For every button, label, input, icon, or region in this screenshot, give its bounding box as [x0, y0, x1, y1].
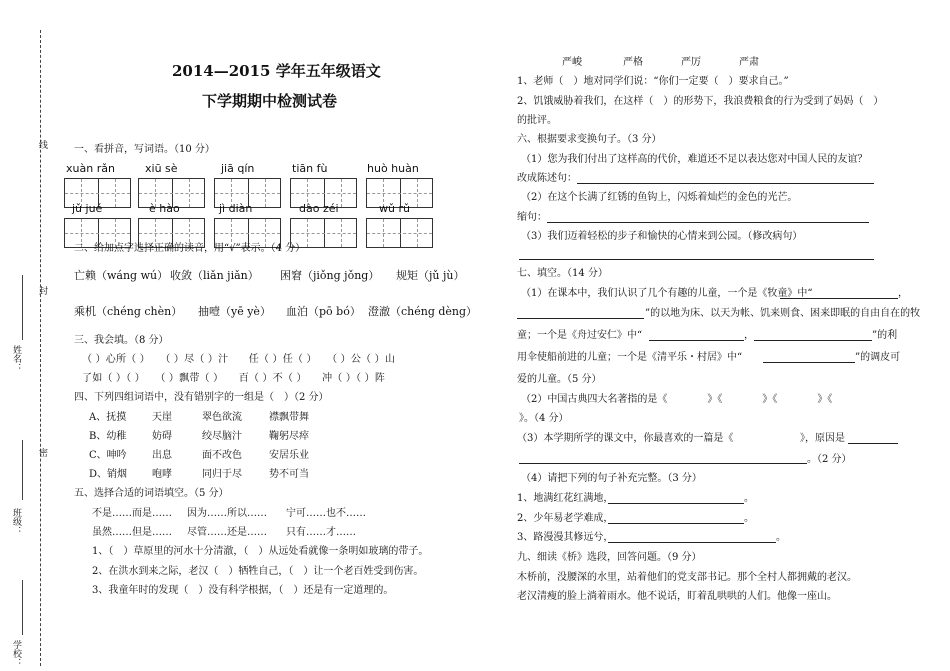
q9-paragraph-1: 木桥前，没腰深的水里，站着他们的党支部书记。那个全村人都拥戴的老汉。 [517, 572, 857, 583]
q4-option-d-4: 势不可当 [269, 469, 309, 480]
q4-option-d-2: 咆哮 [152, 469, 172, 480]
q4-option-a-3: 翠色欲流 [202, 412, 242, 423]
binding-secret-label: 密 [37, 448, 47, 457]
q7-item-1d-start: 用伞使船前进的儿童；一个是《清平乐・村居》中“ [517, 352, 743, 363]
q7-item-3b-end: 。（2 分） [807, 454, 852, 465]
q7-item-1a-comma: ， [898, 288, 908, 299]
q7-item-4-3: 3、路漫漫其修远兮， [517, 532, 614, 543]
q7-blank-2[interactable] [517, 318, 644, 319]
binding-line-label: 线 [37, 140, 47, 149]
q6-answer-line-3[interactable] [519, 259, 874, 260]
q7-item-4-1: 1、地满红花红满地， [517, 493, 614, 504]
q4-heading: 四、下列四组词语中，没有错别字的一组是（ ）（2 分） [74, 392, 329, 403]
q7-item-3a-end: 》，原因是 [800, 433, 845, 444]
q4-option-d-3: 同归于尽 [202, 469, 242, 480]
q7-item-4-2-period: 。 [744, 513, 754, 524]
q6-item-2-label: 缩句： [517, 212, 547, 223]
q2-item-1: 亡赖（wáng wú） [74, 269, 169, 282]
q4-option-c-1[interactable]: C、呻吟 [89, 450, 127, 461]
word-choice-3: 严厉 [681, 57, 701, 68]
q6-answer-line-2[interactable] [547, 222, 869, 223]
q1-pinyin-6: jǔ jué [72, 202, 103, 215]
q7-item-1e: 爱的儿童。（5 分） [517, 374, 602, 385]
q7-blank-10[interactable] [608, 542, 776, 543]
q6-item-1-label: 改成陈述句： [517, 173, 577, 184]
word-choice-4: 严肃 [739, 57, 759, 68]
q7-item-1c-start: 童；一个是《舟过安仁》中“ [517, 330, 643, 341]
q7-item-1c-comma: ， [744, 330, 754, 341]
exam-title-line2: 下学期期中检测试卷 [202, 92, 338, 110]
q5-word-3: 宁可……也不…… [286, 508, 366, 519]
q4-option-d-1[interactable]: D、销烟 [89, 469, 128, 480]
q7-item-1b: ”的以地为床、以天为帐、饥来则食、困来即眠的自由自在的牧 [645, 308, 921, 319]
q9-heading: 九、细读《桥》选段，回答问题。（9 分） [517, 552, 702, 563]
q6-item-3: （3）我们迈着轻松的步子和愉快的心情来到公园。（修改病句） [521, 231, 803, 242]
q3-heading: 三、我会填。（8 分） [74, 335, 169, 346]
word-choice-sentence-2-cont: 的批评。 [517, 115, 557, 126]
q7-blank-4[interactable] [754, 340, 872, 341]
exam-title-line1: 2014—2015 学年五年级语文 [172, 62, 381, 80]
q4-option-c-4: 安居乐业 [269, 450, 309, 461]
word-choice-sentence-2: 2、饥饿威胁着我们，在这样（ ）的形势下，我浪费粮食的行为受到了妈妈（ ） [517, 96, 884, 107]
q2-item-5: 乘机（chéng chèn） [74, 305, 183, 318]
q7-item-1c-end: ”的利 [872, 330, 898, 341]
q6-answer-line-1[interactable] [577, 183, 874, 184]
q7-item-2: （2）中国古典四大名著指的是《 》《 》《 》《 [521, 394, 833, 405]
q7-blank-5[interactable] [763, 362, 855, 363]
q1-pinyin-5: huò huàn [367, 162, 419, 175]
q1-pinyin-10: wǔ rǔ [379, 202, 410, 215]
q2-item-7: 血泊（pō bó） [286, 305, 361, 318]
q6-item-2: （2）在这个长满了红锈的鱼钩上，闪烁着灿烂的金色的光芒。 [521, 192, 798, 203]
q9-paragraph-2: 老汉清瘦的脸上淌着雨水。他不说话，盯着乱哄哄的人们。他像一座山。 [517, 591, 837, 602]
q5-word-2: 因为……所以…… [187, 508, 267, 519]
q2-item-6: 抽噎（yē yè） [198, 305, 271, 318]
q7-item-4-1-period: 。 [744, 493, 754, 504]
word-choice-2: 严格 [623, 57, 643, 68]
binding-dashed-line [40, 30, 41, 666]
q1-pinyin-7: è hào [149, 202, 180, 215]
q1-pinyin-4: tiān fù [292, 162, 328, 175]
class-line [22, 440, 23, 500]
q5-word-6: 只有……才…… [286, 527, 356, 538]
q7-item-4: （4）请把下列的句子补充完整。（3 分） [521, 473, 702, 484]
q5-sentence-1: 1、（ ）草原里的河水十分清澈，（ ）从远处看就像一条明如玻璃的带子。 [92, 546, 429, 557]
q5-word-4: 虽然……但是…… [92, 527, 172, 538]
q4-option-a-1[interactable]: A、抚摸 [89, 412, 127, 423]
q4-option-b-2: 妨碍 [152, 431, 172, 442]
school-line [22, 580, 23, 635]
q3-row-1: （ ）心所（ ） （ ）尽（ ）汁 任（ ）任（ ） （ ）公（ ）山 [82, 354, 396, 365]
q7-blank-6[interactable] [848, 443, 898, 444]
q2-item-4: 规矩（jǔ jù） [396, 269, 465, 282]
q7-blank-7[interactable] [519, 463, 807, 464]
q4-option-b-3: 绞尽脑汁 [202, 431, 242, 442]
q1-pinyin-1: xuàn rǎn [66, 162, 115, 175]
q5-heading: 五、选择合适的词语填空。（5 分） [74, 488, 229, 499]
q2-heading: 二、给加点字选择正确的读音，用“√”表示。（4 分） [74, 243, 306, 254]
q2-item-3: 困窘（jiǒng jǒng） [280, 269, 380, 282]
q4-option-c-2: 出息 [152, 450, 172, 461]
q3-row-2: 了如（ ）（ ） （ ）飘带（ ） 百（ ）不（ ） 冲（ ）（ ）阵 [82, 373, 386, 384]
q7-heading: 七、填空。（14 分） [517, 268, 608, 279]
q6-item-1: （1）您为我们付出了这样高的代价，难道还不足以表达您对中国人民的友谊？ [521, 154, 868, 165]
q2-item-8: 澄澈（chéng dèng） [368, 305, 478, 318]
q7-item-4-2: 2、少年易老学难成， [517, 513, 614, 524]
q1-pinyin-2: xiū sè [145, 162, 178, 175]
q7-item-4-3-period: 。 [776, 532, 786, 543]
q7-item-1d-end: ”的调皮可 [855, 352, 901, 363]
class-label: 班级： [11, 508, 21, 535]
word-choice-sentence-1: 1、老师（ ）地对同学们说：“你们一定要（ ）要求自己。” [517, 76, 789, 87]
q7-blank-8[interactable] [608, 503, 744, 504]
q5-word-1: 不是……而是…… [92, 508, 172, 519]
name-line [22, 275, 23, 340]
school-label: 学校： [11, 640, 21, 667]
q4-option-c-3: 面不改色 [202, 450, 242, 461]
q7-item-1a: （1）在课本中，我们认识了几个有趣的儿童，一个是《牧童》中“ [521, 288, 813, 299]
q4-option-b-1[interactable]: B、幼稚 [89, 431, 127, 442]
q7-item-2b: 》。（4 分） [519, 413, 569, 424]
q1-pinyin-8: jì diàn [219, 202, 253, 215]
q1-heading: 一、看拼音，写词语。（10 分） [74, 144, 215, 155]
word-choice-1: 严峻 [562, 57, 582, 68]
binding-seal-label: 封 [37, 286, 47, 295]
q5-word-5: 尽管……还是…… [187, 527, 267, 538]
q5-sentence-3: 3、我童年时的发现（ ）没有科学根据，（ ）还是有一定道理的。 [92, 585, 394, 596]
answer-box[interactable] [366, 218, 433, 248]
q2-item-2: 收敛（liǎn jiǎn） [170, 269, 259, 282]
q1-pinyin-9: dào zéi [299, 202, 339, 215]
q7-blank-3[interactable] [649, 340, 744, 341]
q4-option-a-4: 襟飘带舞 [269, 412, 309, 423]
q7-blank-9[interactable] [608, 523, 744, 524]
q7-item-3a-start: （3）本学期所学的课文中，你最喜欢的一篇是《 [517, 433, 734, 444]
q5-sentence-2: 2、在洪水到来之际，老汉（ ）牺牲自己，（ ）让一个老百姓受到伤害。 [92, 566, 424, 577]
name-label: 姓名： [11, 345, 21, 372]
q6-heading: 六、根据要求变换句子。（3 分） [517, 134, 662, 145]
q4-option-a-2: 天崖 [152, 412, 172, 423]
q4-option-b-4: 鞠躬尽瘁 [269, 431, 309, 442]
q7-blank-1[interactable] [780, 298, 898, 299]
q1-pinyin-3: jiā qín [221, 162, 255, 175]
